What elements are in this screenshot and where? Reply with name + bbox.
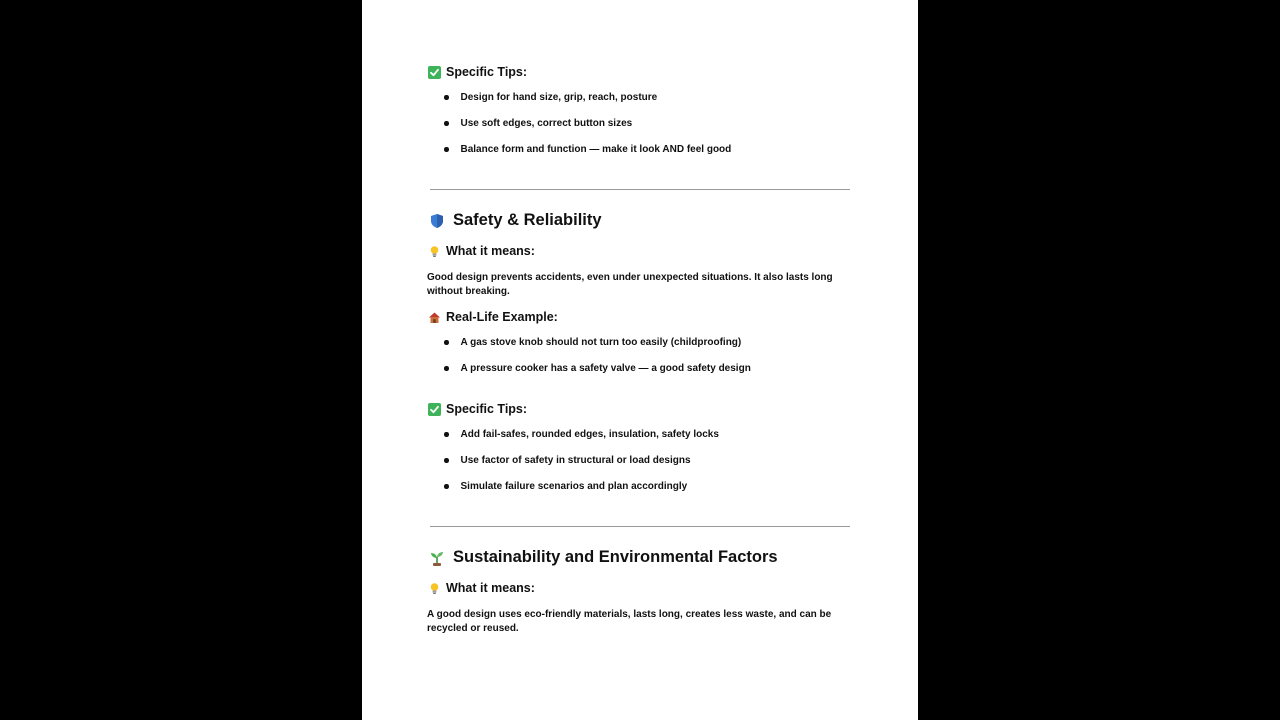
section-title-sustainability (429, 548, 778, 567)
list-item-text: Design for hand size, grip, reach, posture (460, 92, 658, 103)
list-item-text: Simulate failure scenarios and plan accordingly (460, 481, 688, 492)
list-item (444, 92, 657, 103)
house-icon (428, 311, 441, 324)
section-divider (430, 189, 850, 190)
bullet-icon (444, 432, 449, 437)
section-title-safety (429, 211, 602, 230)
specific-tips-heading-text: Specific Tips: (446, 402, 528, 416)
check-mark-button-icon (428, 403, 441, 416)
specific-tips-heading-text: Specific Tips: (446, 65, 528, 79)
bullet-icon (444, 121, 449, 126)
real-life-example-text: Real-Life Example: (446, 310, 558, 324)
what-it-means-text: What it means: (446, 581, 535, 595)
light-bulb-icon (428, 245, 441, 258)
list-item-text: Use soft edges, correct button sizes (460, 118, 633, 129)
list-item (444, 429, 719, 440)
bullet-icon (444, 340, 449, 345)
list-item-text: A pressure cooker has a safety valve — a good safety design (460, 363, 751, 374)
specific-tips-heading-top (428, 65, 527, 79)
what-it-means-text: What it means: (446, 244, 535, 258)
bullet-icon (444, 458, 449, 463)
list-item-text: Add fail-safes, rounded edges, insulation, safety locks (460, 429, 719, 440)
section-divider (430, 526, 850, 527)
what-it-means-heading-sustainability (428, 581, 535, 595)
specific-tips-heading-safety (428, 402, 527, 416)
list-item (444, 455, 691, 466)
list-item (444, 481, 687, 492)
list-item (444, 118, 632, 129)
document-page (362, 0, 918, 720)
meaning-paragraph-sustainability: A good design uses eco-friendly materials, lasts long, creates less waste, and can be recycled or reused. (427, 609, 832, 634)
list-item-text: Use factor of safety in structural or load designs (460, 455, 691, 466)
list-item (444, 337, 741, 348)
light-bulb-icon (428, 582, 441, 595)
what-it-means-heading-safety (428, 244, 535, 258)
section-title-text: Sustainability and Environmental Factors (453, 548, 778, 566)
bullet-icon (444, 484, 449, 489)
bullet-icon (444, 147, 449, 152)
list-item-text: A gas stove knob should not turn too easily (childproofing) (460, 337, 742, 348)
bullet-icon (444, 95, 449, 100)
bullet-icon (444, 366, 449, 371)
section-title-text: Safety & Reliability (453, 211, 602, 229)
real-life-example-heading (428, 310, 558, 324)
seedling-icon (429, 550, 445, 566)
shield-icon (429, 213, 445, 229)
list-item (444, 363, 751, 374)
check-mark-button-icon (428, 66, 441, 79)
meaning-paragraph-safety: Good design prevents accidents, even under unexpected situations. It also lasts long without breaking. (427, 272, 833, 297)
list-item-text: Balance form and function — make it look AND feel good (460, 144, 732, 155)
list-item (444, 144, 731, 155)
